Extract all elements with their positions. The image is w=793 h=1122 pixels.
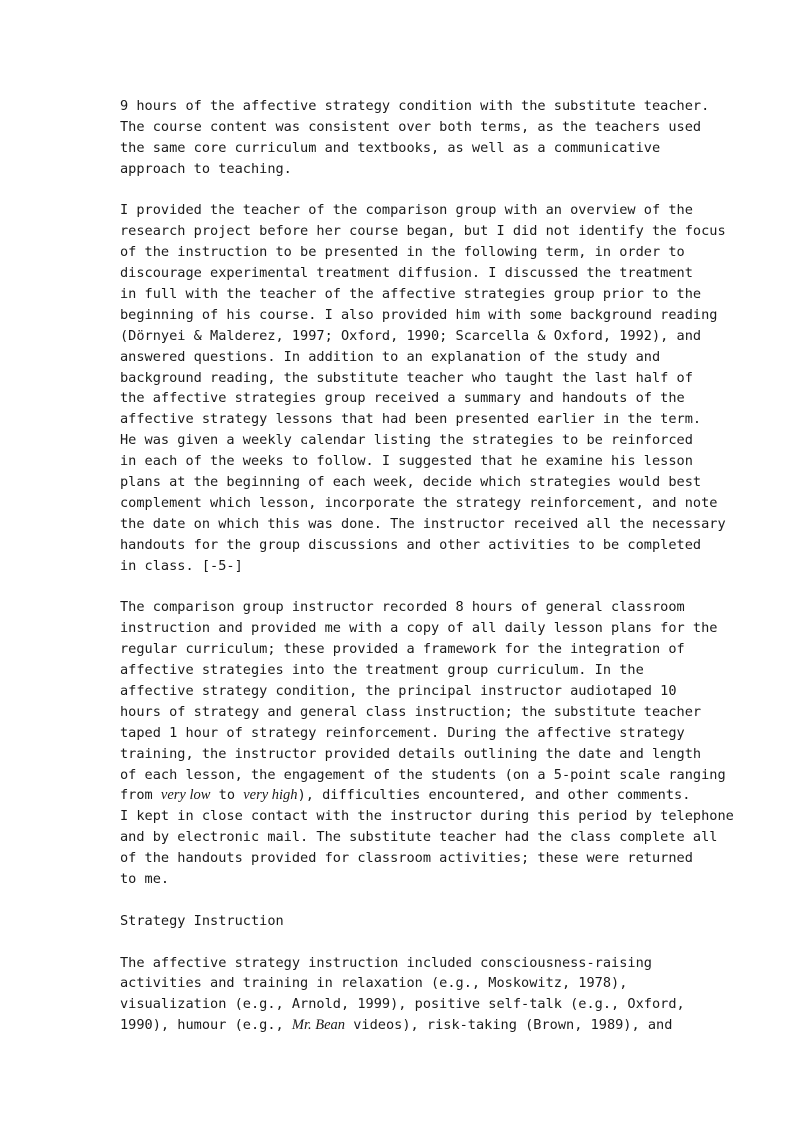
text-line: beginning of his course. I also provided him with some background reading — [120, 306, 718, 323]
text-line: of the instruction to be presented in the following term, in order to — [120, 244, 685, 261]
text-line: He was given a weekly calendar listing the strategies to be reinforced — [120, 432, 693, 449]
text-line: to me. — [120, 870, 170, 887]
text-line: plans at the beginning of each week, decide which strategies would best — [120, 474, 702, 491]
text-line: and by electronic mail. The substitute teacher had the class complete all — [120, 829, 718, 846]
paragraph — [120, 597, 734, 889]
text-line: activities and training in relaxation (e.g., Moskowitz, 1978), — [120, 975, 628, 992]
text-line: handouts for the group discussions and other activities to be completed — [120, 536, 702, 553]
text-line: affective strategies into the treatment group curriculum. In the — [120, 662, 644, 679]
final-paragraph — [120, 953, 685, 1037]
text-line: The comparison group instructor recorded 8 hours of general classroom — [120, 599, 685, 616]
text-line: taped 1 hour of strategy reinforcement. During the affective strategy — [120, 724, 685, 741]
section-heading — [120, 911, 680, 932]
paragraph — [120, 200, 726, 576]
document-page — [120, 96, 734, 1036]
text-line: regular curriculum; these provided a framework for the integration of — [120, 641, 685, 658]
text-line: 1990), humour (e.g., Mr. Bean videos), risk-taking (Brown, 1989), and — [120, 1017, 673, 1034]
text-line: in each of the weeks to follow. I suggested that he examine his lesson — [120, 453, 693, 470]
text-line: the same core curriculum and textbooks, as well as a communicative — [120, 139, 661, 156]
text-line: visualization (e.g., Arnold, 1999), positive self-talk (e.g., Oxford, — [120, 996, 685, 1013]
text-line: training, the instructor provided details outlining the date and length — [120, 745, 702, 762]
text-line: complement which lesson, incorporate the strategy reinforcement, and note — [120, 494, 718, 511]
text-line: I kept in close contact with the instructor during this period by telephone — [120, 808, 734, 825]
text-line: The course content was consistent over both terms, as the teachers used — [120, 118, 702, 135]
text-line: research project before her course began, but I did not identify the focus — [120, 223, 726, 240]
text-line: approach to teaching. — [120, 160, 292, 177]
text-line: 9 hours of the affective strategy condition with the substitute teacher. — [120, 98, 710, 114]
text-line: (Dörnyei & Malderez, 1997; Oxford, 1990; Scarcella & Oxford, 1992), and — [120, 327, 702, 344]
text-line: in class. [-5-] — [120, 557, 243, 574]
text-line: affective strategy condition, the principal instructor audiotaped 10 — [120, 682, 677, 699]
text-line: discourage experimental treatment diffusion. I discussed the treatment — [120, 265, 693, 282]
text-line: in full with the teacher of the affective strategies group prior to the — [120, 286, 702, 303]
text-line: of each lesson, the engagement of the students (on a 5-point scale ranging — [120, 766, 726, 783]
italic-term: very low — [160, 787, 211, 804]
text-line: answered questions. In addition to an explanation of the study and — [120, 348, 661, 365]
text-line: of the handouts provided for classroom activities; these were returned — [120, 850, 693, 867]
text-line: I provided the teacher of the comparison group with an overview of the — [120, 202, 693, 219]
body-text — [120, 96, 734, 890]
paragraph — [120, 96, 710, 180]
text-line: The affective strategy instruction included consciousness-raising — [120, 954, 652, 971]
section-heading-text: Strategy Instruction — [120, 912, 284, 929]
text-line: instruction and provided me with a copy of all daily lesson plans for the — [120, 620, 718, 637]
text-line: the date on which this was done. The instructor received all the necessary — [120, 515, 726, 532]
italic-term: Mr. Bean — [291, 1017, 346, 1034]
text-line: affective strategy lessons that had been presented earlier in the term. — [120, 411, 702, 428]
text-line: background reading, the substitute teacher who taught the last half of — [120, 369, 693, 386]
italic-term: very high — [243, 787, 298, 804]
text-line: the affective strategies group received a summary and handouts of the — [120, 390, 685, 407]
text-line: from very low to very high), difficulties encountered, and other comments. — [120, 787, 691, 804]
text-line: hours of strategy and general class instruction; the substitute teacher — [120, 703, 702, 720]
